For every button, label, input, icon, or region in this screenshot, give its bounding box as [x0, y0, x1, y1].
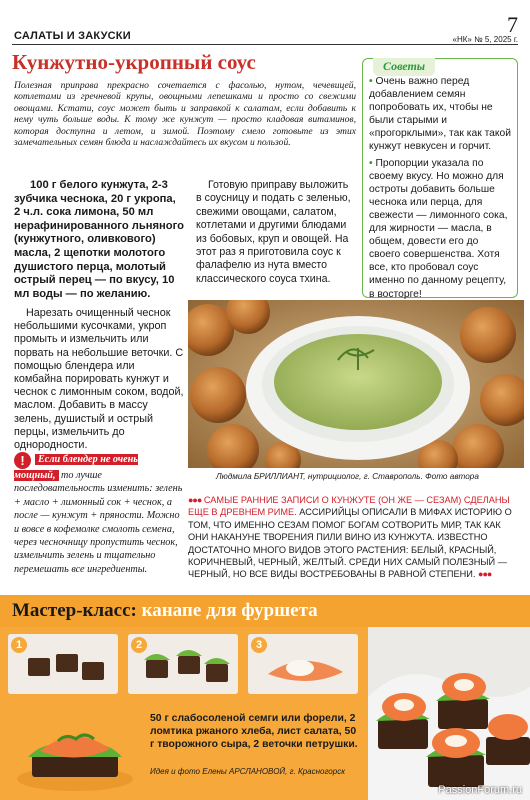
- step-photo-2: [128, 634, 238, 694]
- fact-highlight: САМЫЕ РАННИЕ ЗАПИСИ О КУНЖУТЕ (ОН ЖЕ — СЕЗАМ) СДЕЛАНЫ ЕЩЕ В ДРЕВНЕМ РИМЕ.: [188, 495, 510, 518]
- photo-caption: Людмила БРИЛЛИАНТ, нутрициолог, г. Ставрополь. Фото автора: [216, 472, 479, 481]
- header-divider: [12, 44, 518, 45]
- step-number: 2: [131, 637, 147, 653]
- canape-ingredients: 50 г слабосоленой семги или форели, 2 ломтика ржаного хлеба, лист салата, 50 г творожного сыра, 2 веточки петрушки.: [150, 713, 358, 751]
- master-class-title-dish: канапе для фуршета: [141, 600, 318, 621]
- watermark: PassionForum.ru: [438, 784, 522, 796]
- ingredients-list: [14, 179, 184, 301]
- sesame-fact: [188, 494, 522, 581]
- step-number: 3: [251, 637, 267, 653]
- canape-rolls-illustration: [368, 627, 530, 800]
- tip-text: Очень важно перед добавлением семян попробовать их, чтобы не были старыми и «прогорклыми», так как такой кунжут невкусен и горчит.: [369, 76, 511, 153]
- preparation-steps: [14, 307, 184, 452]
- page-number: 7: [507, 12, 518, 37]
- article-lead: Полезная приправа прекрасно сочетается с фасолью, нутом, чечевицей, котлетами из гречневой крупы, овощными лепешками и просто со свежими овощами. Кстати, соус может быть и заправкой к салатам, если добавить к нему чуть больше воды. К тому же кунжут — просто кладовая витаминов, которая доступна и летом, и зимой. Поэтому смело готовьте из этих замечательных семян блюда и наслаждайтесь их вкусом и пользой.: [14, 80, 356, 149]
- tips-title: Советы: [373, 58, 435, 76]
- sauce-photo: [188, 300, 524, 468]
- tip-item: [369, 75, 511, 154]
- tip-bullet-icon: •: [369, 76, 376, 87]
- step-photo-1: [8, 634, 118, 694]
- tip-item: [369, 157, 511, 301]
- section-label: САЛАТЫ И ЗАКУСКИ: [14, 30, 131, 42]
- fact-text: АССИРИЙЦЫ ОПИСАЛИ В МИФАХ ИСТОРИЮ О ТОМ, ЧТО ИМЕННО СЕЗАМ ПОМОГ БОГАМ СОТВОРИТЬ МИР, ТАК КАК ОНИ НАКАНУНЕ ТВОРЕНИЯ ПИЛИ ВИНО ИЗ КУНЖУТА. ИЗВЕСТНО ДОСТАТОЧНО МНОГО ВИДОВ ЭТОГО РАСТЕНИЯ: БЕЛЫЙ, КРАСНЫЙ, КОРИЧНЕВЫЙ, ЧЕРНЫЙ, ЖЕЛТЫЙ. СРЕДИ НИХ САМЫЙ ПОЛЕЗНЫЙ — ЧЕРНЫЙ, НО ВСЕ ВИДЫ ВОСТРЕБОВАНЫ В РАВНОЙ СТЕПЕНИ.: [188, 507, 512, 580]
- canape-illustration: [10, 705, 140, 797]
- sauce-photo-illustration: [188, 300, 524, 468]
- tip-bullet-icon: •: [369, 157, 376, 169]
- serving-text: Готовую приправу выложить в соусницу и подать с зеленью, свежими овощами, салатом, котлетами и другими блюдами из бобовых, круп и овощей. На этот раз я приготовила соус к фалафелю из нута вместо классического соуса тхина.: [196, 179, 351, 285]
- master-class-credit: Идея и фото Елены АРСЛАНОВОЙ, г. Красногорск: [150, 767, 345, 776]
- master-class-title: [12, 600, 318, 622]
- article-title: Кунжутно-укропный соус: [12, 50, 256, 74]
- serving-text-block: [196, 179, 356, 286]
- step-photo-3: [248, 634, 358, 694]
- tip-text: Пропорции указала по своему вкусу. Но можно для остроты добавить больше чеснока или перца, для свежести — лимонного сока, для жирности — масла, в общем, довести его до своего совершенства. Хотя все, кто пробовал соус именно по данному рецепту, в восторге!: [369, 157, 508, 300]
- fact-end-dots-icon: ●●●: [478, 569, 492, 580]
- ingredients-text: 100 г белого кунжута, 2-3 зубчика чеснока, 20 г укропа, 2 ч.л. сока лимона, 50 мл нерафинированного льняного (кунжутного, оливкового) масла, 2 щепотки молотого душистого перца, молотый острый перец — по вкусу, 10 мл воды — по желанию.: [14, 179, 184, 300]
- step-number: 1: [11, 637, 27, 653]
- issue-label: «НК» № 5, 2025 г.: [452, 35, 518, 44]
- fact-dots-icon: ●●●: [188, 495, 202, 505]
- warning-icon: !: [14, 452, 31, 469]
- tips-box: [362, 58, 518, 298]
- preparation-text: Нарезать очищенный чеснок небольшими кусочками, укроп промыть и измельчить или порвать на небольшие веточки. С помощью блендера или комбайна порировать кунжут и чеснок с лимонным соком, водой, маслом. Добавить в массу зелень, душистый и острый перцы, измельчить до однородности.: [14, 307, 184, 452]
- master-class-title-main: Мастер-класс:: [12, 600, 137, 621]
- warning-highlight: Если блендер не очень мощный,: [14, 454, 138, 481]
- canape-photo: [368, 627, 530, 800]
- warning-text: то лучше последовательность изменить: зелень + масло + лимонный сок + чеснок, а после — кунжут + пряности. Можно и вовсе в кофемолке смолоть семена, через чесночницу пропустить чеснок, измельчить зелень и тщательно перемешать все ингредиенты.: [14, 470, 183, 575]
- warning-note: [14, 452, 184, 576]
